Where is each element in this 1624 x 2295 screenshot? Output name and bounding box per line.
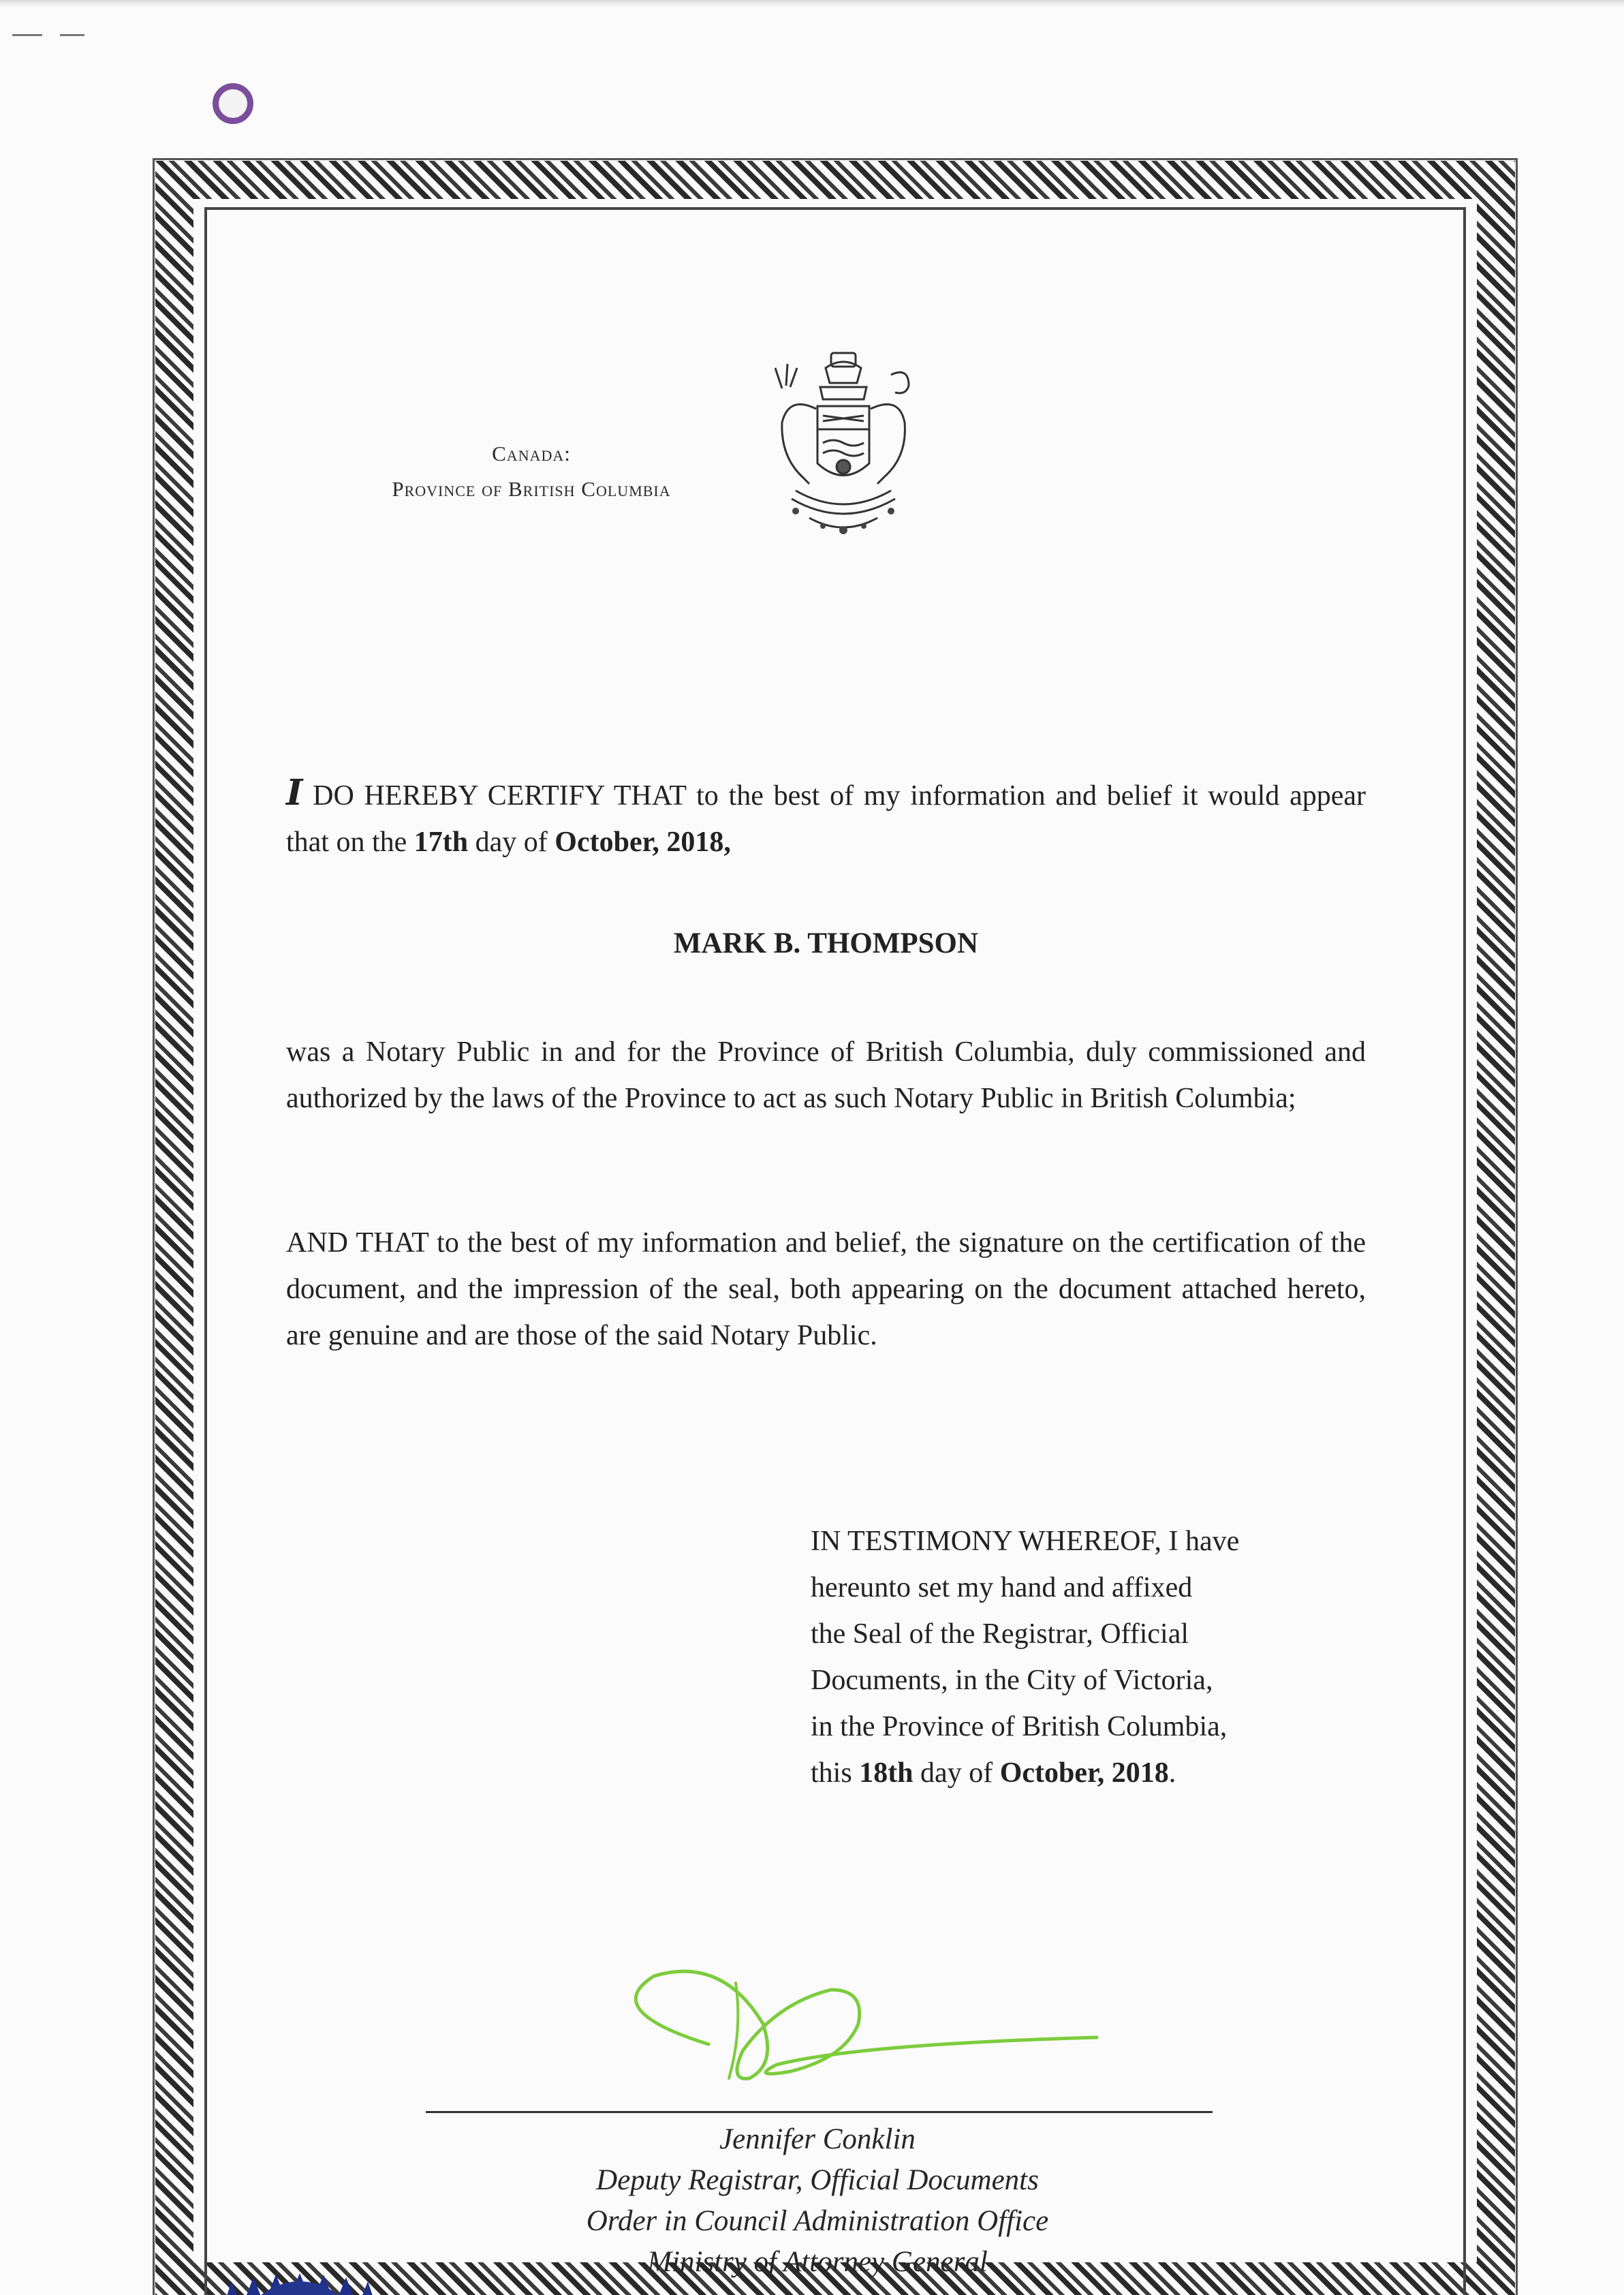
testimony-line: IN TESTIMONY WHEREOF, I have: [811, 1526, 1240, 1557]
testimony-line: hereunto set my hand and affixed: [811, 1572, 1193, 1603]
certification-paragraph: [286, 770, 1366, 865]
testimony-end: .: [1168, 1757, 1176, 1789]
dropcap-letter: I: [286, 772, 303, 814]
testimony-line: the Seal of the Registrar, Official: [811, 1618, 1189, 1650]
scan-edge: [0, 0, 1624, 7]
testimony-line: in the Province of British Columbia,: [811, 1711, 1228, 1742]
jurisdiction-heading: [293, 436, 770, 507]
day-of-text: day of: [468, 827, 555, 858]
scan-mark: [12, 34, 42, 36]
handwritten-signature: [572, 1962, 1117, 2119]
notarial-month-year: October, 2018: [555, 827, 724, 858]
signer-title: Deputy Registrar, Official Documents: [596, 2164, 1039, 2196]
testimony-final-prefix: this: [811, 1757, 860, 1789]
notary-name: MARK B. THOMPSON: [673, 927, 979, 959]
testimony-final-line: [811, 1750, 1356, 1796]
signature-paragraph: AND THAT to the best of my information and belief, the signature on the certification of the document, and the impression of the seal, both appearing on the document attached hereto, are genuine and are those of the said Notary Public.: [286, 1227, 1366, 1351]
notarial-day: 17th: [413, 827, 469, 858]
certification-intro: DO HEREBY CERTIFY THAT to the best of my information and belief it would appear that on the: [286, 780, 1366, 858]
country-label: Canada:: [492, 442, 571, 465]
testimony-month-year: October, 2018: [999, 1757, 1169, 1789]
testimony-line: Documents, in the City of Victoria,: [811, 1665, 1213, 1696]
signer-ministry: Ministry of Attorney General: [647, 2246, 988, 2278]
commission-paragraph: was a Notary Public in and for the Province of British Columbia, duly commissioned and authorized by the laws of the Province to act as such Notary Public in British Columbia;: [286, 1036, 1366, 1114]
signature-line: [426, 2111, 1213, 2113]
punch-hole-icon: [213, 83, 253, 124]
registrar-seal-icon: [198, 2254, 402, 2295]
province-label: Province of British Columbia: [392, 477, 671, 501]
testimony-day: 18th: [859, 1757, 914, 1789]
intro-end: ,: [723, 827, 731, 858]
signer-block: [422, 2119, 1213, 2283]
scan-mark: [60, 34, 84, 36]
testimony-block: [811, 1518, 1356, 1796]
signer-office: Order in Council Administration Office: [586, 2205, 1049, 2237]
testimony-day-of: day of: [913, 1757, 1000, 1789]
coat-of-arms-icon: [755, 348, 932, 545]
signer-name: Jennifer Conklin: [719, 2123, 916, 2155]
